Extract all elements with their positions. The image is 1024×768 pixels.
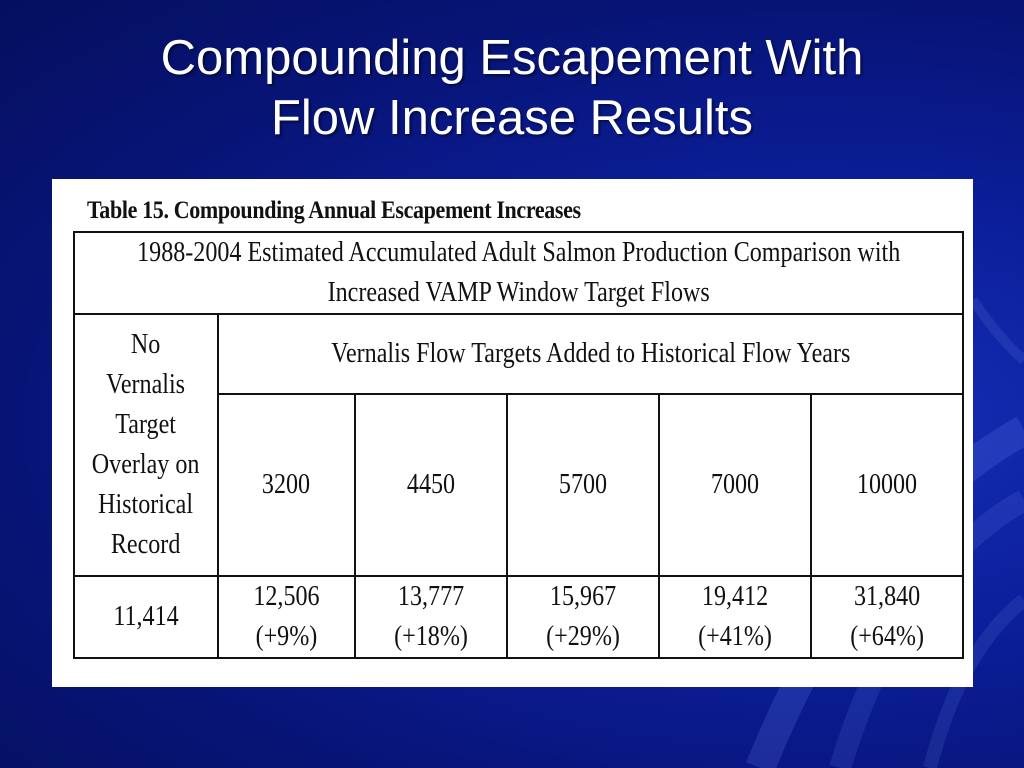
flow-target-header bbox=[659, 394, 811, 576]
flow-target-label: 10000 bbox=[857, 469, 918, 500]
main-header-line-1: 1988-2004 Estimated Accumulated Adult Salmon Production Comparison with bbox=[137, 237, 901, 268]
result-change: (+41%) bbox=[698, 621, 773, 652]
baseline-header-line: Target bbox=[115, 409, 177, 440]
main-header-line-2: Increased VAMP Window Target Flows bbox=[327, 277, 710, 308]
slide-title-line-1: Compounding Escapement With bbox=[160, 31, 864, 85]
baseline-header-line: Historical bbox=[98, 489, 194, 520]
flow-target-header bbox=[218, 394, 355, 576]
result-value: 12,506 bbox=[253, 581, 320, 612]
result-change: (+18%) bbox=[394, 621, 468, 652]
baseline-header-line: No bbox=[131, 329, 161, 360]
flow-targets-group-header bbox=[218, 314, 963, 394]
table-caption: Table 15. Compounding Annual Escapement Increases bbox=[87, 197, 581, 224]
result-value: 19,412 bbox=[702, 581, 769, 612]
result-value: 31,840 bbox=[854, 581, 921, 612]
table-main-header bbox=[74, 232, 963, 314]
baseline-header-line: Vernalis bbox=[106, 369, 186, 400]
result-value: 15,967 bbox=[549, 581, 617, 612]
result-cell bbox=[811, 576, 963, 658]
flow-target-label: 3200 bbox=[262, 469, 311, 500]
baseline-column-header bbox=[74, 314, 218, 576]
result-change: (+64%) bbox=[850, 621, 925, 652]
flow-target-header bbox=[355, 394, 507, 576]
result-change: (+9%) bbox=[255, 621, 318, 652]
flow-target-header bbox=[507, 394, 659, 576]
baseline-header-line: Record bbox=[111, 529, 181, 560]
result-value: 13,777 bbox=[397, 581, 465, 612]
baseline-header-line: Overlay on bbox=[92, 449, 200, 480]
baseline-value: 11,414 bbox=[113, 601, 179, 632]
slide-title-line-2: Flow Increase Results bbox=[270, 91, 753, 145]
escapement-table bbox=[73, 231, 964, 659]
result-cell bbox=[659, 576, 811, 658]
flow-target-label: 5700 bbox=[558, 469, 608, 500]
flow-target-header bbox=[811, 394, 963, 576]
slide-title bbox=[0, 28, 1024, 148]
group-header-text: Vernalis Flow Targets Added to Historical Flow Years bbox=[331, 338, 851, 369]
result-cell bbox=[218, 576, 355, 658]
table-image-panel bbox=[52, 179, 973, 687]
flow-target-label: 4450 bbox=[406, 469, 456, 500]
result-change: (+29%) bbox=[546, 621, 620, 652]
result-cell bbox=[355, 576, 507, 658]
baseline-value-cell bbox=[74, 576, 218, 658]
result-cell bbox=[507, 576, 659, 658]
flow-target-label: 7000 bbox=[711, 469, 760, 500]
